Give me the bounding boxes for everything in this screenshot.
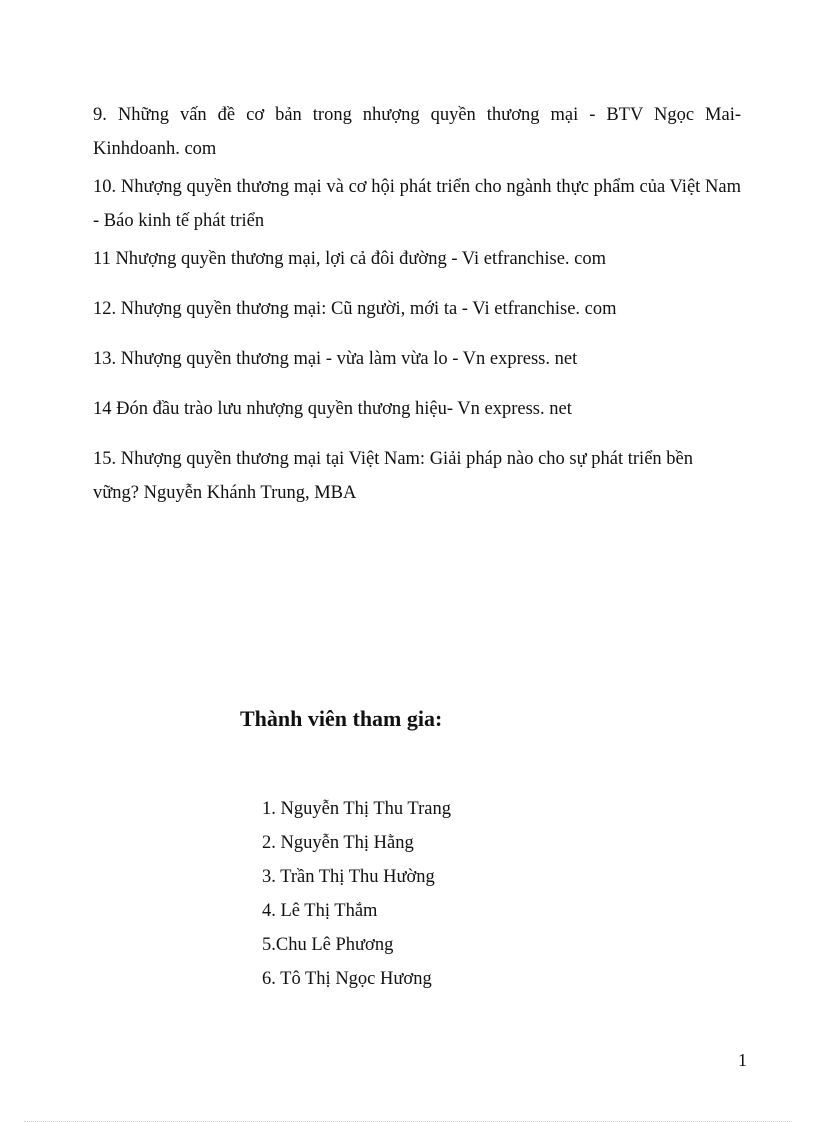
member-item: 1. Nguyễn Thị Thu Trang bbox=[262, 799, 451, 819]
member-item: 6. Tô Thị Ngọc Hương bbox=[262, 969, 432, 989]
member-item: 3. Trần Thị Thu Hường bbox=[262, 867, 435, 887]
reference-item-11: 11 Nhượng quyền thương mại, lợi cả đôi đường - Vi etfranchise. com bbox=[93, 249, 607, 269]
member-item: 5.Chu Lê Phương bbox=[262, 935, 394, 955]
reference-item-15: 15. Nhượng quyền thương mại tại Việt Nam: Giải pháp nào cho sự phát triển bền vững? Nguyễn Khánh Trung, MBA bbox=[93, 449, 693, 503]
page-number: 1 bbox=[738, 1050, 747, 1070]
reference-item-10: 10. Nhượng quyền thương mại và cơ hội phát triển cho ngành thực phẩm của Việt Nam - Báo kinh tế phát triển bbox=[93, 177, 741, 231]
reference-list bbox=[93, 98, 741, 510]
member-list bbox=[262, 792, 451, 996]
reference-item-9: 9. Những vấn đề cơ bản trong nhượng quyền thương mại - BTV Ngọc Mai- Kinhdoanh. com bbox=[93, 105, 741, 159]
member-item: 4. Lê Thị Thắm bbox=[262, 901, 378, 921]
reference-item-14: 14 Đón đầu trào lưu nhượng quyền thương hiệu- Vn express. net bbox=[93, 399, 572, 419]
members-heading: Thành viên tham gia: bbox=[240, 706, 443, 731]
reference-item-13: 13. Nhượng quyền thương mại - vừa làm vừa lo - Vn express. net bbox=[93, 349, 578, 369]
footer-divider bbox=[24, 1121, 792, 1122]
member-item: 2. Nguyễn Thị Hằng bbox=[262, 833, 414, 853]
reference-item-12: 12. Nhượng quyền thương mại: Cũ người, mới ta - Vi etfranchise. com bbox=[93, 299, 617, 319]
